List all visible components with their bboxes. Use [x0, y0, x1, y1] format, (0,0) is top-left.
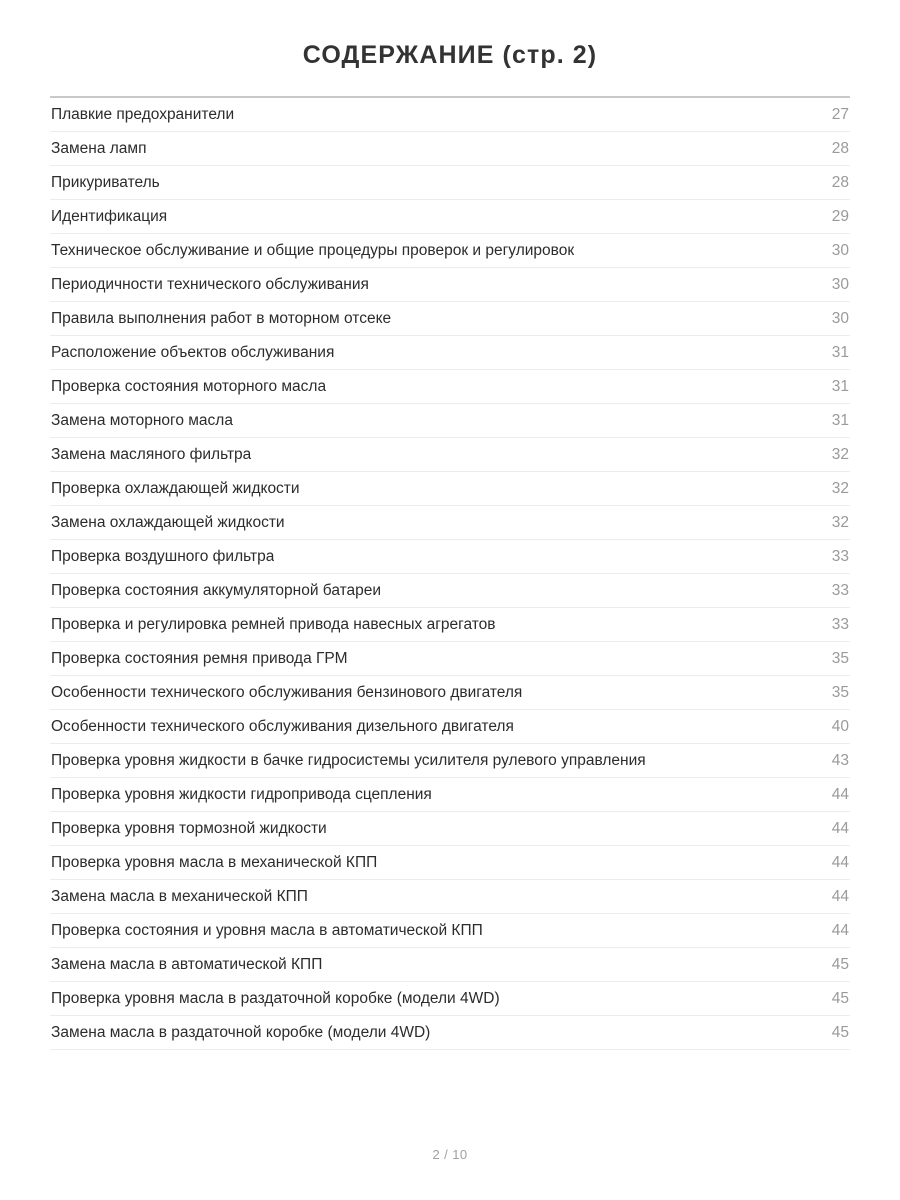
toc-entry-row[interactable]	[50, 404, 850, 438]
toc-entry-row[interactable]	[50, 982, 850, 1016]
toc-entry-title: Особенности технического обслуживания бензинового двигателя	[51, 684, 523, 701]
toc-entry-title: Идентификация	[51, 208, 168, 225]
toc-entry-page-number: 31	[831, 378, 849, 395]
toc-entry-title: Проверка воздушного фильтра	[51, 548, 275, 565]
toc-entry-title: Замена ламп	[51, 140, 147, 157]
toc-entry-title: Прикуриватель	[51, 174, 160, 191]
toc-entry-page-number: 33	[831, 616, 849, 633]
toc-entry-title: Правила выполнения работ в моторном отсеке	[51, 310, 392, 327]
toc-entry-page-number: 30	[831, 242, 849, 259]
toc-entry-page-number: 43	[831, 752, 849, 769]
toc-entry-row[interactable]	[50, 268, 850, 302]
toc-entry-title: Проверка охлаждающей жидкости	[51, 480, 300, 497]
toc-entry-page-number: 33	[831, 548, 849, 565]
toc-entry-row[interactable]	[50, 200, 850, 234]
toc-entry-title: Расположение объектов обслуживания	[51, 344, 335, 361]
toc-entry-title: Замена масла в механической КПП	[51, 888, 308, 905]
toc-entry-row[interactable]	[50, 506, 850, 540]
toc-entry-page-number: 44	[831, 922, 849, 939]
toc-entry-row[interactable]	[50, 778, 850, 812]
toc-entry-title: Проверка уровня масла в раздаточной коробке (модели 4WD)	[51, 990, 500, 1007]
toc-entry-page-number: 27	[831, 106, 849, 123]
toc-entry-page-number: 35	[831, 684, 849, 701]
toc-entry-row[interactable]	[50, 472, 850, 506]
toc-entry-page-number: 44	[831, 854, 849, 871]
toc-entry-row[interactable]	[50, 642, 850, 676]
toc-entry-title: Проверка состояния ремня привода ГРМ	[51, 650, 348, 667]
toc-entry-title: Проверка уровня жидкости гидропривода сцепления	[51, 786, 432, 803]
toc-entry-page-number: 45	[831, 990, 849, 1007]
toc-entry-title: Замена масла в раздаточной коробке (модели 4WD)	[51, 1024, 431, 1041]
toc-entry-page-number: 31	[831, 412, 849, 429]
toc-entry-page-number: 29	[831, 208, 849, 225]
toc-entry-title: Замена охлаждающей жидкости	[51, 514, 285, 531]
toc-entry-row[interactable]	[50, 880, 850, 914]
toc-entry-title: Техническое обслуживание и общие процедуры проверок и регулировок	[51, 242, 575, 259]
toc-entry-page-number: 45	[831, 1024, 849, 1041]
toc-entry-row[interactable]	[50, 132, 850, 166]
toc-entry-row[interactable]	[50, 438, 850, 472]
toc-entry-row[interactable]	[50, 98, 850, 132]
toc-entry-page-number: 33	[831, 582, 849, 599]
toc-entry-page-number: 35	[831, 650, 849, 667]
toc-entry-row[interactable]	[50, 234, 850, 268]
toc-entry-title: Замена масляного фильтра	[51, 446, 252, 463]
toc-entry-title: Замена моторного масла	[51, 412, 233, 429]
toc-entry-title: Особенности технического обслуживания дизельного двигателя	[51, 718, 514, 735]
toc-entry-title: Периодичности технического обслуживания	[51, 276, 369, 293]
toc-entry-page-number: 44	[831, 820, 849, 837]
toc-entry-row[interactable]	[50, 574, 850, 608]
toc-entry-page-number: 40	[831, 718, 849, 735]
toc-entry-page-number: 31	[831, 344, 849, 361]
toc-entry-page-number: 45	[831, 956, 849, 973]
toc-entry-page-number: 28	[831, 174, 849, 191]
toc-entry-row[interactable]	[50, 166, 850, 200]
toc-entry-page-number: 28	[831, 140, 849, 157]
toc-entry-row[interactable]	[50, 336, 850, 370]
toc-entry-title: Плавкие предохранители	[51, 106, 235, 123]
toc-entry-row[interactable]	[50, 948, 850, 982]
toc-entry-title: Замена масла в автоматической КПП	[51, 956, 323, 973]
toc-entry-row[interactable]	[50, 710, 850, 744]
toc-entry-row[interactable]	[50, 744, 850, 778]
toc-entry-title: Проверка и регулировка ремней привода навесных агрегатов	[51, 616, 496, 633]
toc-entry-page-number: 44	[831, 888, 849, 905]
page-footer: 2 / 10	[432, 1147, 468, 1162]
toc-entry-title: Проверка уровня масла в механической КПП	[51, 854, 378, 871]
toc-entry-row[interactable]	[50, 812, 850, 846]
toc-entry-row[interactable]	[50, 846, 850, 880]
toc-entry-row[interactable]	[50, 302, 850, 336]
toc-entry-row[interactable]	[50, 914, 850, 948]
toc-entry-title: Проверка уровня жидкости в бачке гидросистемы усилителя рулевого управления	[51, 752, 646, 769]
toc-entry-page-number: 32	[831, 480, 849, 497]
toc-entry-row[interactable]	[50, 608, 850, 642]
toc-entry-title: Проверка состояния и уровня масла в автоматической КПП	[51, 922, 483, 939]
toc-entry-row[interactable]	[50, 676, 850, 710]
toc-entry-page-number: 30	[831, 310, 849, 327]
page-title: СОДЕРЖАНИЕ (стр. 2)	[302, 41, 598, 69]
toc-entry-row[interactable]	[50, 1016, 850, 1050]
toc-entry-page-number: 44	[831, 786, 849, 803]
toc-entry-page-number: 30	[831, 276, 849, 293]
toc-entry-row[interactable]	[50, 370, 850, 404]
toc-entry-page-number: 32	[831, 514, 849, 531]
toc-entry-title: Проверка состояния моторного масла	[51, 378, 327, 395]
toc-entry-title: Проверка уровня тормозной жидкости	[51, 820, 327, 837]
toc-entry-title: Проверка состояния аккумуляторной батареи	[51, 582, 382, 599]
toc-entry-row[interactable]	[50, 540, 850, 574]
table-of-contents	[50, 98, 850, 1050]
toc-entry-page-number: 32	[831, 446, 849, 463]
